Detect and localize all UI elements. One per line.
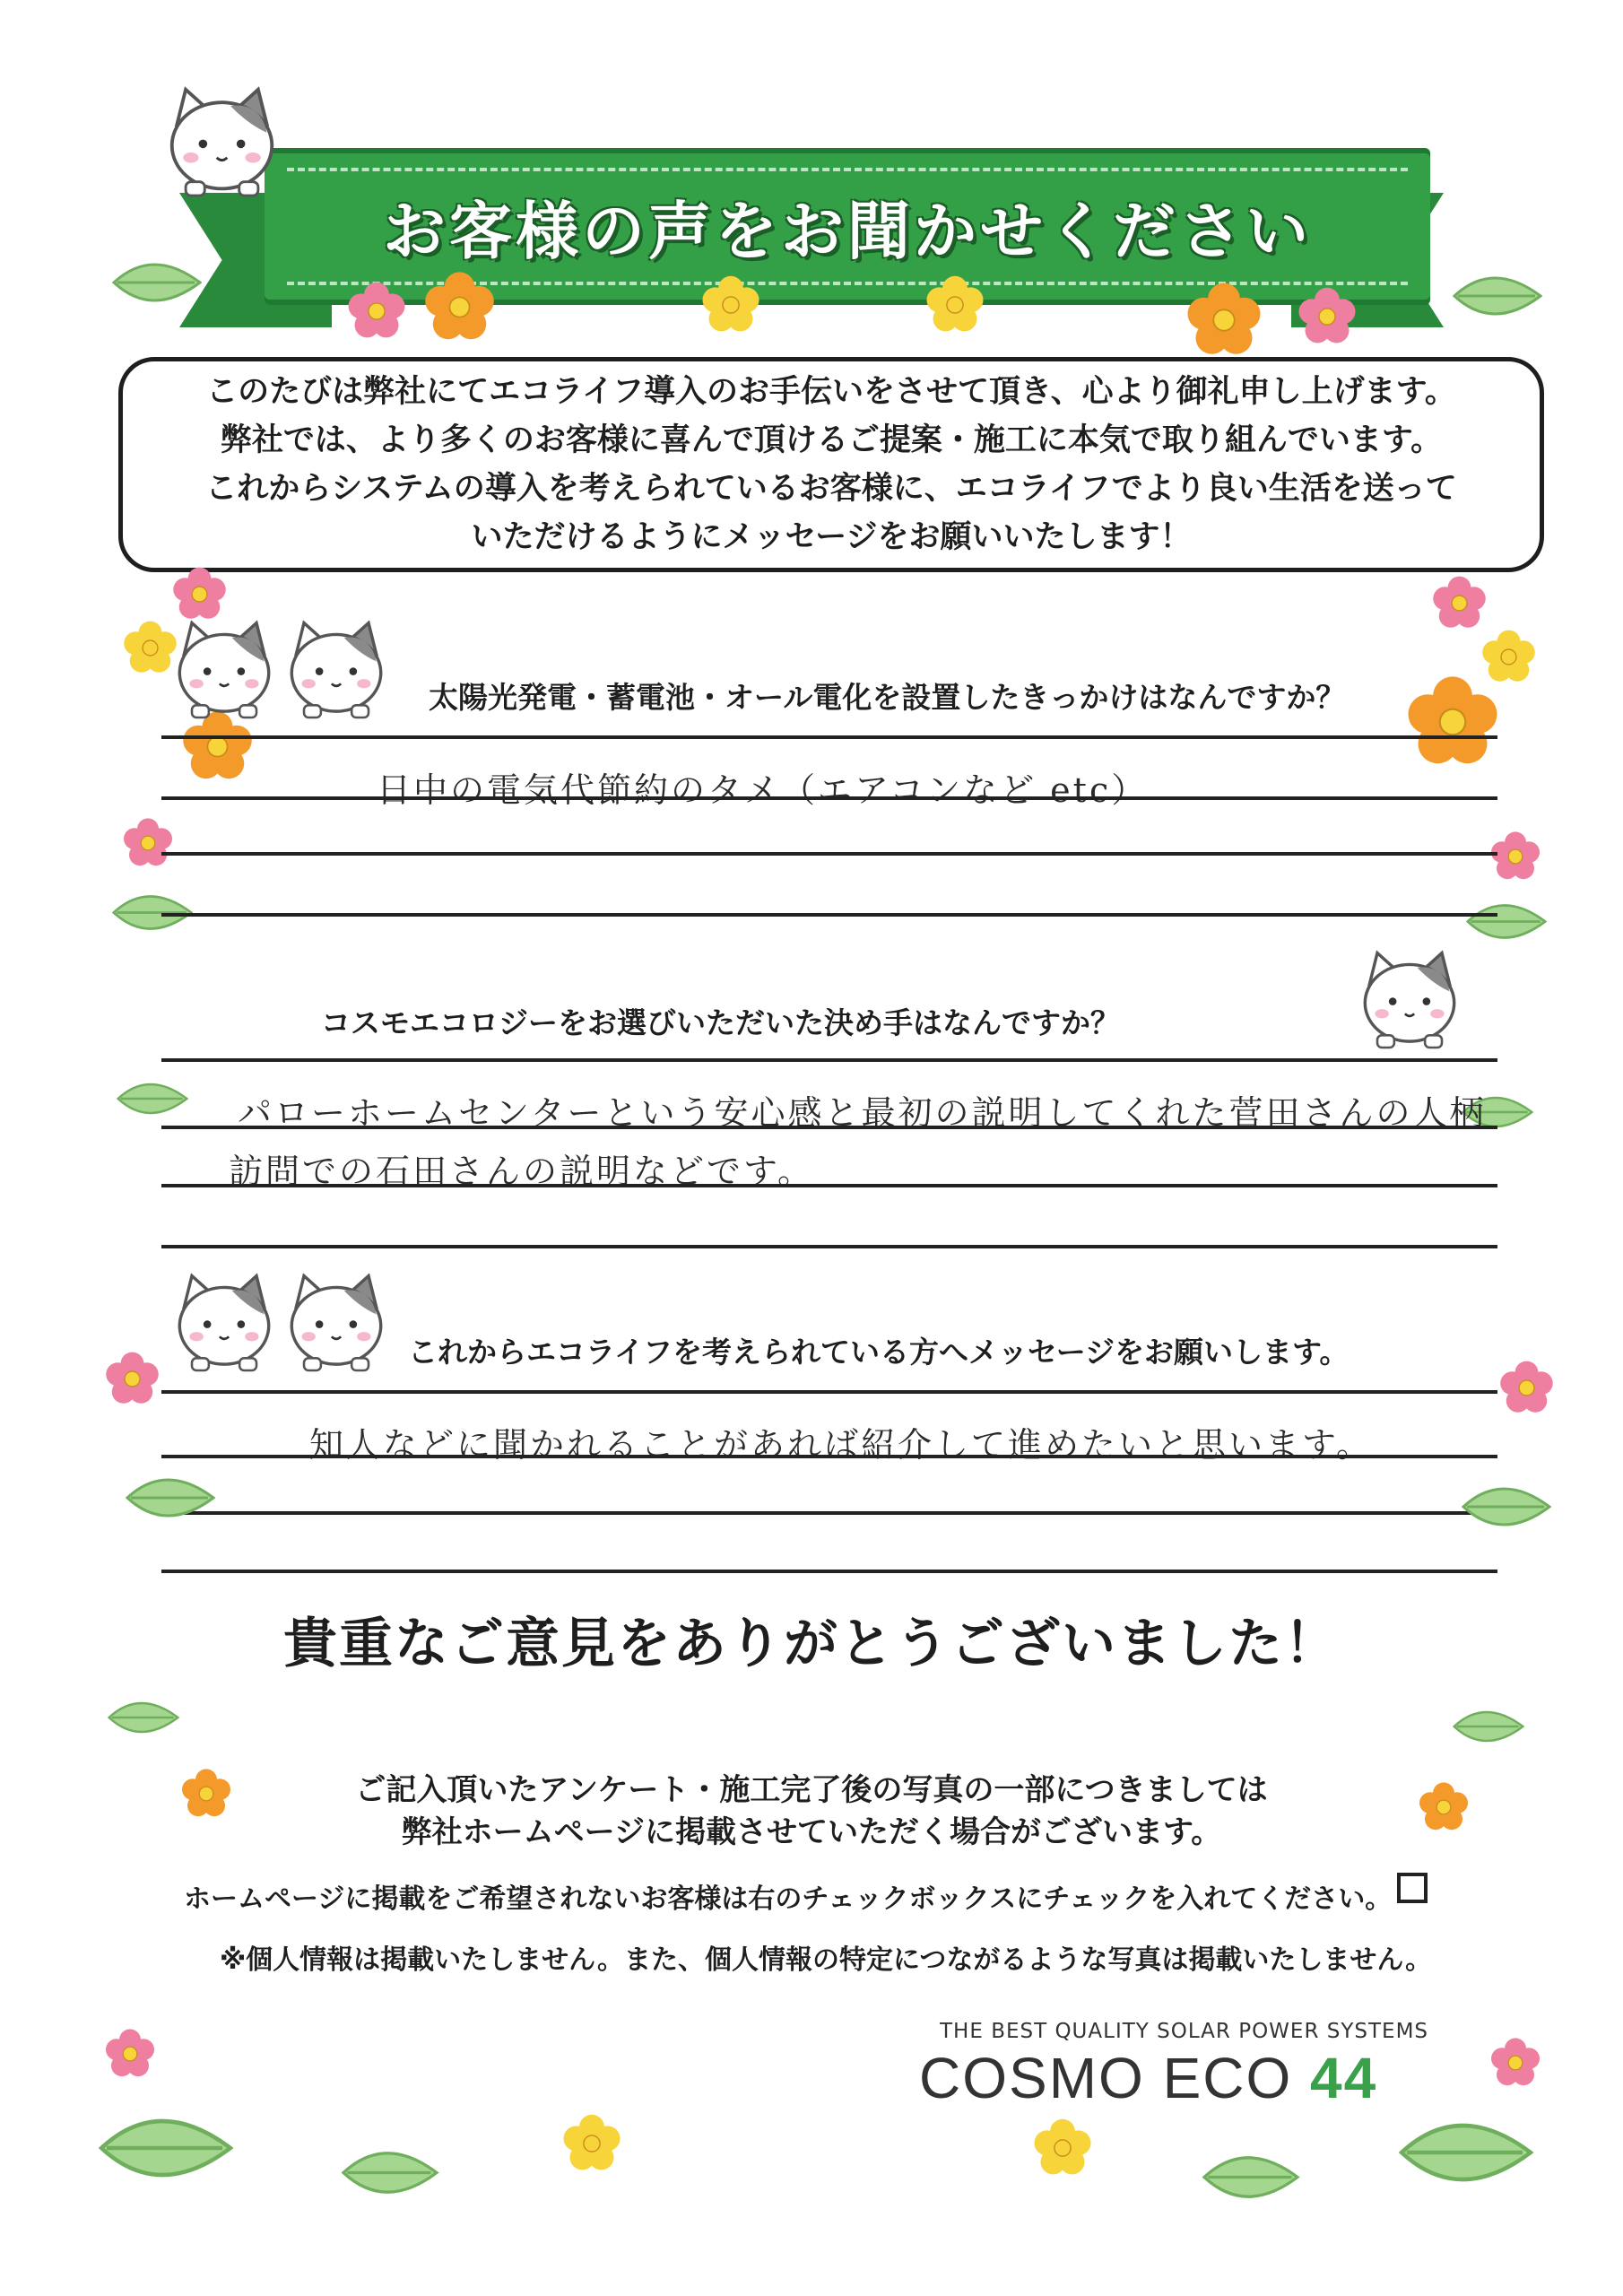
answer-3-line-1: 知人などに聞かれることがあれば紹介して進めたいと思います。 bbox=[309, 1425, 1373, 1465]
flower-icon bbox=[1488, 2036, 1542, 2090]
answer-1-line-1: 日中の電気代節約のタメ（エアコンなど etc） bbox=[377, 770, 1149, 810]
logo-tagline: THE BEST QUALITY SOLAR POWER SYSTEMS bbox=[940, 2020, 1429, 2043]
cat-icon bbox=[161, 85, 282, 197]
intro-line: これからシステムの導入を考えられているお客様に、エコライフでより良い生活を送って bbox=[205, 471, 1457, 507]
publish-notice-line-1: ご記入頂いたアンケート・施工完了後の写真の一部につきましては bbox=[355, 1772, 1268, 1808]
cat-icon bbox=[282, 619, 390, 719]
flower-icon bbox=[103, 1350, 161, 1408]
flower-icon bbox=[121, 816, 175, 870]
leaf-icon bbox=[1399, 2112, 1533, 2193]
publish-notice-line-2: 弊社ホームページに掲載させていただく場合がございます。 bbox=[401, 1814, 1222, 1850]
flower-icon bbox=[179, 1767, 233, 1821]
opt-out-checkbox[interactable] bbox=[1397, 1873, 1428, 1903]
leaf-icon bbox=[112, 256, 202, 309]
answer-line bbox=[161, 1511, 1497, 1515]
answer-line bbox=[161, 1245, 1497, 1248]
leaf-icon bbox=[108, 1695, 179, 1740]
answer-line bbox=[161, 852, 1497, 856]
leaf-icon bbox=[1466, 897, 1547, 946]
answer-2-line-1: パローホームセンターという安心感と最初の説明してくれた菅田さんの人柄 bbox=[238, 1093, 1487, 1133]
flower-icon bbox=[699, 274, 762, 336]
intro-line: このたびは弊社にてエコライフ導入のお手伝いをさせて頂き、心より御礼申し上げます。 bbox=[206, 374, 1456, 410]
leaf-icon bbox=[1453, 1704, 1524, 1749]
intro-line: 弊社では、より多くのお客様に喜んで頂けるご提案・施工に本気で取り組んでいます。 bbox=[220, 422, 1443, 458]
opt-out-label: ホームページに掲載をご希望されないお客様は右のチェックボックスにチェックを入れてください。 bbox=[184, 1883, 1393, 1915]
question-2: コスモエコロジーをお選びいただいた決め手はなんですか？ bbox=[321, 1005, 1120, 1040]
answer-line bbox=[161, 1570, 1497, 1573]
leaf-icon bbox=[126, 1471, 215, 1525]
leaf-icon bbox=[99, 2108, 233, 2188]
flower-icon bbox=[1488, 830, 1542, 883]
answer-line bbox=[161, 796, 1497, 800]
flower-icon bbox=[179, 709, 256, 785]
question-3: これからエコライフを考えられている方へメッセージをお願いします。 bbox=[408, 1335, 1350, 1370]
flower-icon bbox=[1497, 1359, 1556, 1417]
flower-icon bbox=[1417, 1780, 1471, 1834]
answer-line bbox=[161, 1126, 1497, 1129]
answer-line bbox=[161, 1455, 1497, 1458]
thanks-heading: 貴重なご意見をありがとうございました！ bbox=[283, 1613, 1340, 1675]
leaf-icon bbox=[341, 2144, 439, 2202]
flower-icon bbox=[421, 269, 498, 345]
company-logo bbox=[919, 2045, 1377, 2111]
cat-icon bbox=[170, 1272, 278, 1372]
question-1: 太陽光発電・蓄電池・オール電化を設置したきっかけはなんですか？ bbox=[429, 680, 1346, 715]
intro-message bbox=[118, 357, 1544, 572]
flower-icon bbox=[1403, 673, 1502, 771]
leaf-icon bbox=[1202, 2148, 1300, 2206]
cat-icon bbox=[1356, 949, 1463, 1049]
cat-icon bbox=[170, 619, 278, 719]
privacy-note: ※個人情報は掲載いたしません。また、個人情報の特定につながるような写真は掲載いたしません。 bbox=[220, 1944, 1433, 1976]
flower-icon bbox=[1184, 280, 1264, 361]
leaf-icon bbox=[1462, 1480, 1551, 1534]
answer-line bbox=[161, 1184, 1497, 1187]
logo-number: 44 bbox=[1310, 2046, 1378, 2110]
answer-line bbox=[161, 735, 1497, 739]
page-title: お客様の声をお聞かせください bbox=[383, 195, 1312, 268]
answer-2-line-2: 訪問での石田さんの説明などです。 bbox=[229, 1152, 814, 1191]
leaf-icon bbox=[117, 1076, 188, 1121]
flower-icon bbox=[345, 280, 408, 343]
answer-line bbox=[161, 1390, 1497, 1394]
answer-line bbox=[161, 913, 1497, 917]
flower-icon bbox=[560, 2112, 623, 2175]
flower-icon bbox=[924, 274, 986, 336]
cat-icon bbox=[282, 1272, 390, 1372]
answer-line bbox=[161, 1058, 1497, 1062]
flower-icon bbox=[170, 565, 229, 623]
flower-icon bbox=[103, 2027, 157, 2081]
flower-icon bbox=[1430, 574, 1488, 632]
logo-name: COSMO ECO bbox=[919, 2046, 1293, 2110]
flower-icon bbox=[1296, 285, 1358, 348]
leaf-icon bbox=[1453, 269, 1542, 323]
intro-line: いただけるようにメッセージをお願いいたします！ bbox=[471, 519, 1192, 555]
flower-icon bbox=[1031, 2117, 1094, 2179]
